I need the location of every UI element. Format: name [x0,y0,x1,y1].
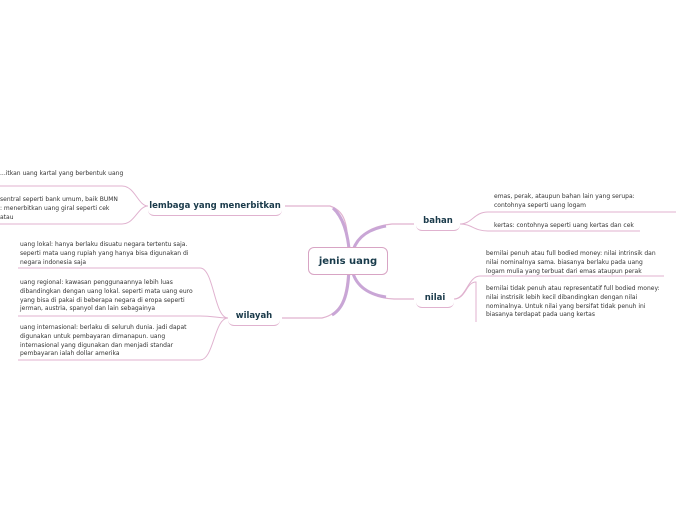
leaf-bahan-logam[interactable] [494,193,660,211]
leaf-wilayah-uang-internasional[interactable] [20,324,200,359]
leaf-nilai-tidak-penuh[interactable] [486,285,664,320]
leaf-lembaga-uang-kartal-text: ...itkan uang kartal yang berbentuk uang [0,170,124,177]
branch-nilai[interactable]: nilai [416,288,454,308]
leaf-lembaga-uang-giral-line-2: : menerbitkan uang giral seperti cek atau [0,204,110,221]
central-topic[interactable]: jenis uang [308,247,388,275]
leaf-wilayah-uang-lokal-text: uang lokal: hanya berlaku disuatu negara tertentu saja. seperti mata uang rupiah yang hanya bisa digunakan di negara indonesia saja [20,241,189,266]
leaf-lembaga-uang-kartal[interactable] [0,170,140,179]
leaf-nilai-penuh-text: bernilai penuh atau full bodied money: nilai intrinsik dan nilai nominalnya sama. biasanya berlaku pada uang logam mulia yang terbuat dari emas ataupun perak [486,250,656,275]
leaf-wilayah-uang-regional[interactable] [20,279,200,314]
leaf-wilayah-uang-lokal[interactable] [20,241,200,267]
branch-lembaga-yang-menerbitkan[interactable]: lembaga yang menerbitkan [148,196,282,216]
leaf-lembaga-uang-giral-line-1: sentral seperti bank umum, baik BUMN [0,196,118,203]
leaf-wilayah-uang-regional-text: uang regional: kawasan penggunaannya lebih luas dibandingkan dengan uang lokal. seperti mata uang euro yang bisa di pakai di beberapa negara di eropa seperti jerman, austria, spanyol dan lain sebagainya [20,279,193,313]
connector-nilai-leaf-2 [454,282,476,322]
leaf-nilai-penuh[interactable] [486,250,662,276]
leaf-nilai-tidak-penuh-text: bernilai tidak penuh atau representatif full bodied money: nilai instrisik lebih kecil dibandingkan dengan nilai nominalnya. Untuk nilai yang bersifat tidak penuh ini biasanya terdapat pada uang kertas [486,285,660,319]
leaf-lembaga-uang-giral[interactable] [0,196,124,222]
leaf-bahan-kertas-text: kertas: contohnya seperti uang kertas dan cek [494,222,634,229]
branch-bahan[interactable]: bahan [416,211,460,231]
branch-wilayah[interactable]: wilayah [228,306,280,326]
leaf-bahan-kertas[interactable] [494,222,644,231]
leaf-bahan-logam-text: emas, perak, ataupun bahan lain yang serupa: contohnya seperti uang logam [494,193,635,209]
leaf-wilayah-uang-internasional-text: uang internasional: berlaku di seluruh dunia. jadi dapat digunakan untuk pembayaran dimanapun. uang internasional yang digunakan dan menjadi standar pembayaran ialah dollar amerika [20,324,187,358]
connector-wilayah-leaf-2 [18,316,228,318]
